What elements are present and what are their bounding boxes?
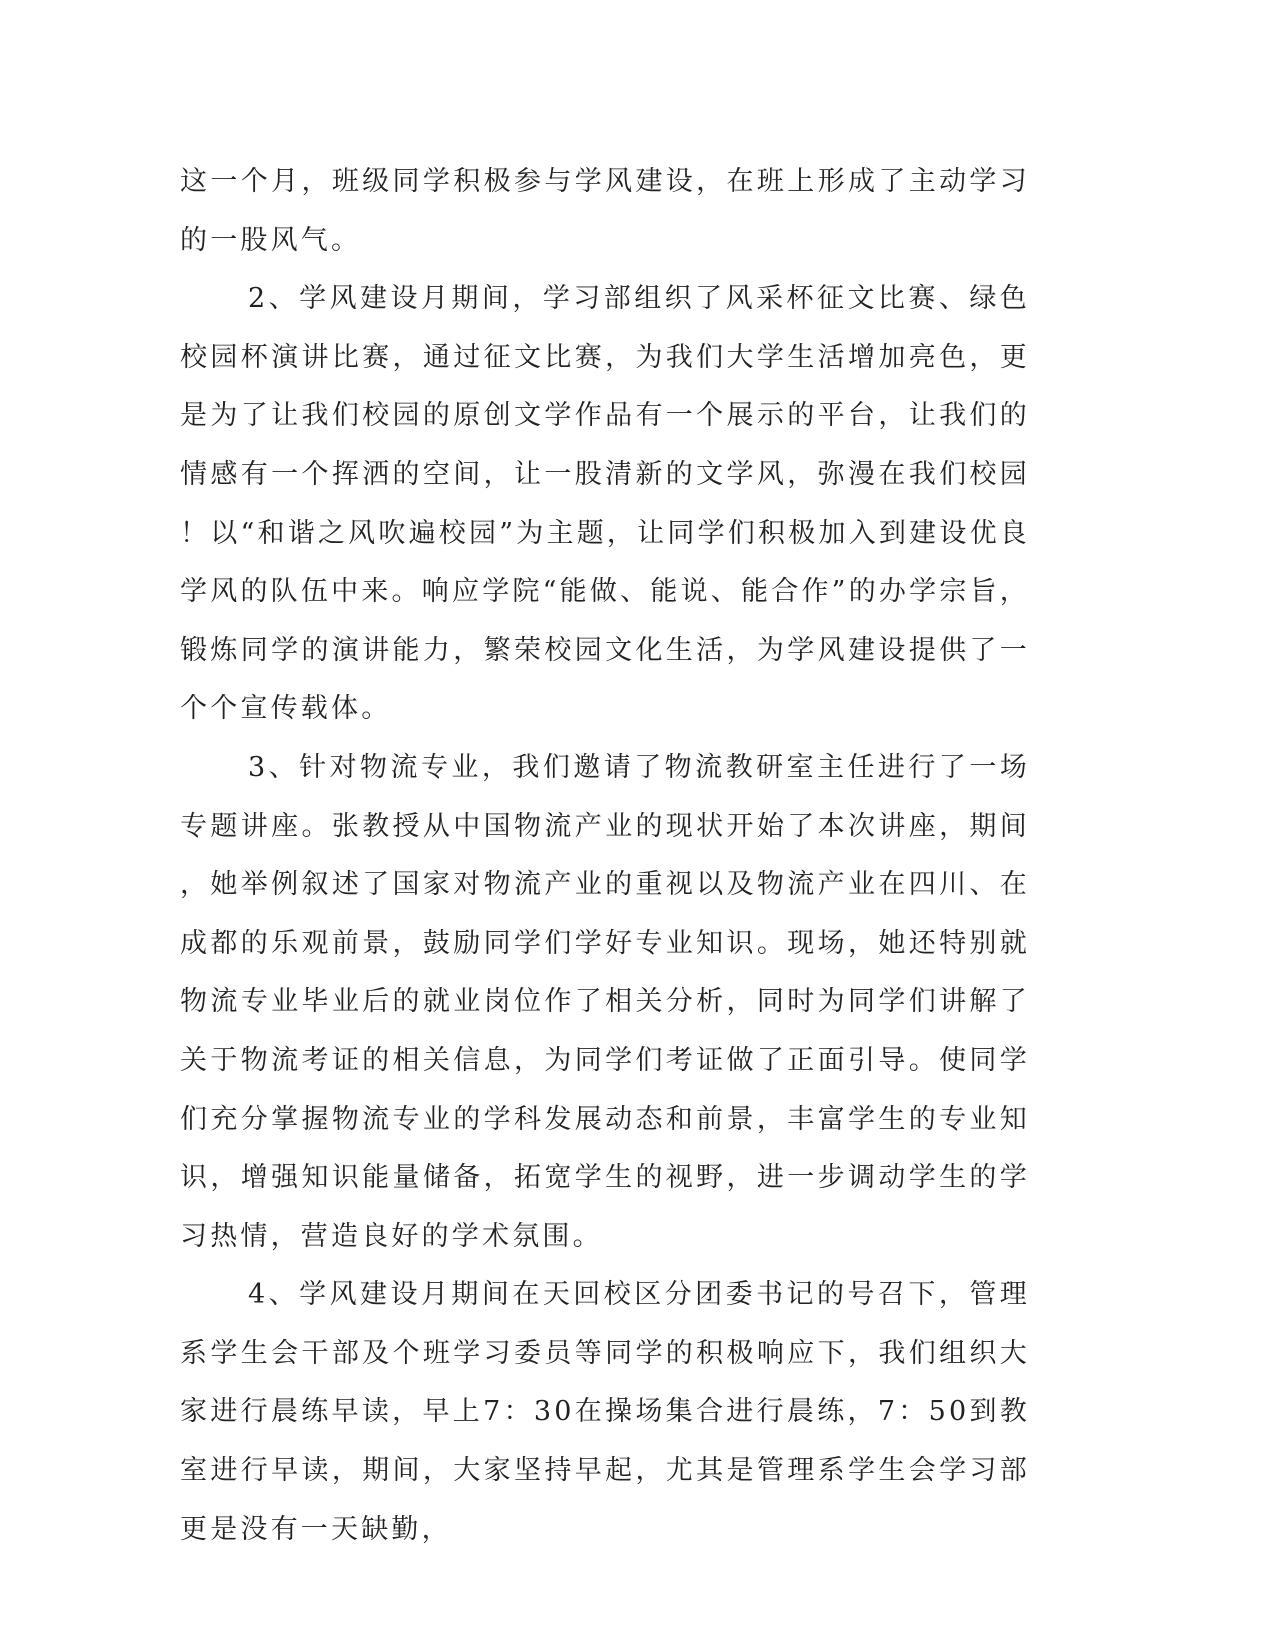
document-body: [180, 153, 1030, 1559]
paragraph-4: 4、学风建设月期间在天回校区分团委书记的号召下，管理系学生会干部及个班学习委员等同学的积极响应下，我们组织大家进行晨练早读，早上7：30在操场集合进行晨练，7：50到教室进行早读，期间，大家坚持早起，尤其是管理系学生会学习部更是没有一天缺勤，: [180, 1279, 1030, 1545]
paragraph-3: 3、针对物流专业，我们邀请了物流教研室主任进行了一场专题讲座。张教授从中国物流产业的现状开始了本次讲座，期间，她举例叙述了国家对物流产业的重视以及物流产业在四川、在成都的乐观前景，鼓励同学们学好专业知识。现场，她还特别就物流专业毕业后的就业岗位作了相关分析，同时为同学们讲解了关于物流考证的相关信息，为同学们考证做了正面引导。使同学们充分掌握物流专业的学科发展动态和前景，丰富学生的专业知识，增强知识能量储备，拓宽学生的视野，进一步调动学生的学习热情，营造良好的学术氛围。: [180, 751, 1030, 1252]
paragraph-2: 2、学风建设月期间，学习部组织了风采杯征文比赛、绿色校园杯演讲比赛，通过征文比赛，为我们大学生活增加亮色，更是为了让我们校园的原创文学作品有一个展示的平台，让我们的情感有一个挥洒的空间，让一股清新的文学风，弥漫在我们校园！以“和谐之风吹遍校园”为主题，让同学们积极加入到建设优良学风的队伍中来。响应学院“能做、能说、能合作”的办学宗旨，锻炼同学的演讲能力，繁荣校园文化生活，为学风建设提供了一个个宣传载体。: [180, 283, 1030, 725]
paragraph-1-continuation: 这一个月，班级同学积极参与学风建设，在班上形成了主动学习的一股风气。: [180, 166, 1030, 256]
